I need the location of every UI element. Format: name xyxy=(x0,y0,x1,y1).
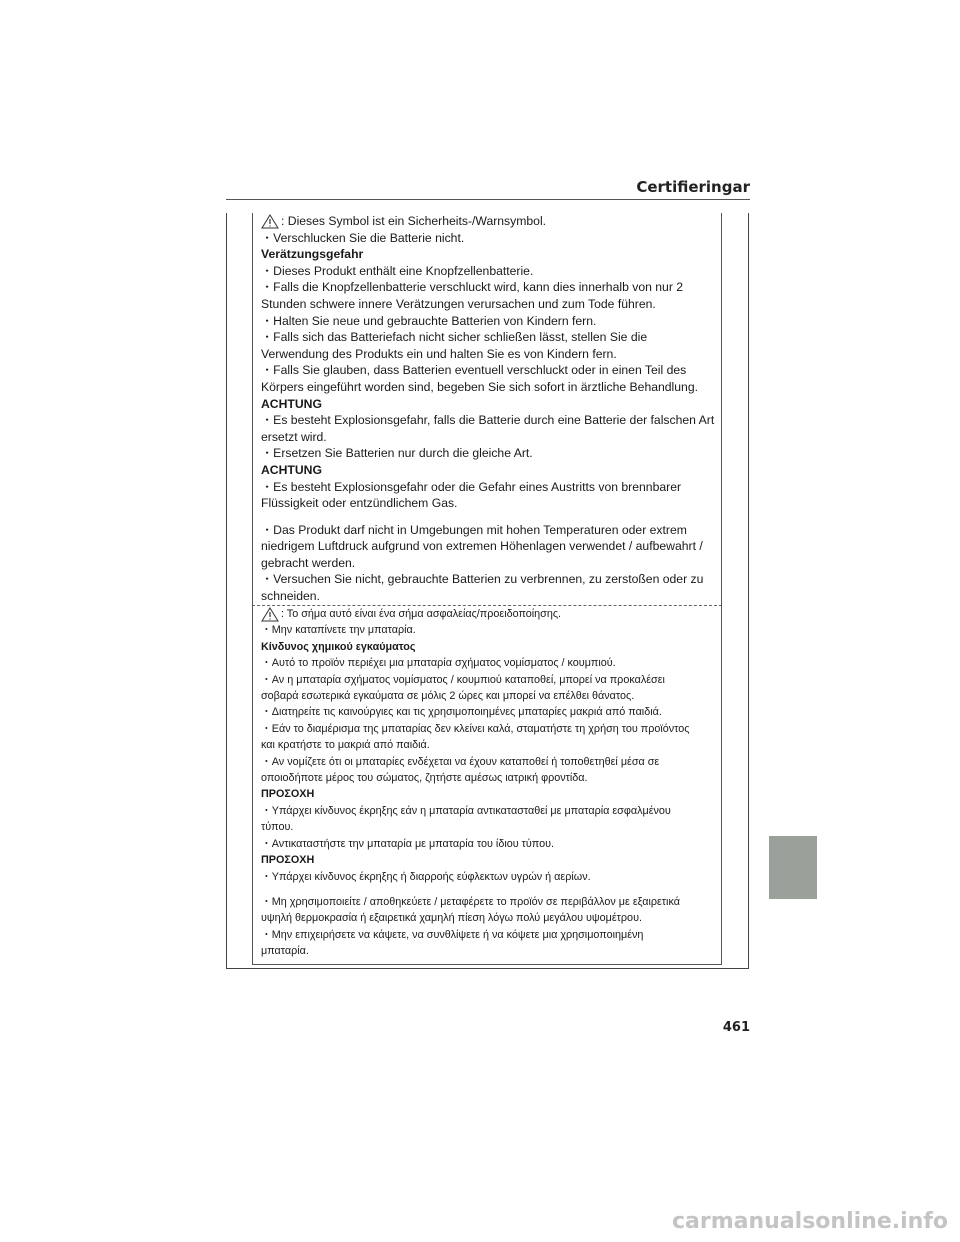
line-text: οποιοδήποτε μέρος του σώματος, ζητήστε αμέσως ιατρική φροντίδα. xyxy=(261,772,588,785)
greek-line xyxy=(261,754,721,770)
section-title: Certifieringar xyxy=(636,178,750,196)
german-line xyxy=(261,571,721,588)
line-text: ・Εάν το διαμέρισμα της μπαταρίας δεν κλείνει καλά, σταματήστε τη χρήση του προϊόντος xyxy=(261,722,690,735)
german-line xyxy=(261,313,721,330)
greek-warning-panel xyxy=(252,606,722,965)
line-text: ・Αυτό το προϊόν περιέχει μια μπαταρία σχήματος νομίσματος / κουμπιού. xyxy=(261,657,616,670)
line-text: ΠΡΟΣΟΧΗ xyxy=(261,788,315,801)
german-line xyxy=(261,379,721,396)
line-text: μπαταρία. xyxy=(261,945,309,958)
greek-line xyxy=(261,910,721,926)
german-line xyxy=(261,479,721,496)
greek-line xyxy=(261,869,721,885)
greek-line-heading xyxy=(261,639,721,655)
german-line xyxy=(261,213,721,230)
german-line xyxy=(261,495,721,512)
line-text: ・Αντικαταστήστε την μπαταρία με μπαταρία του ίδιου τύπου. xyxy=(261,837,555,850)
german-line xyxy=(261,279,721,296)
line-text: ・Dieses Produkt enthält eine Knopfzellenbatterie. xyxy=(261,263,534,278)
line-text: : Dieses Symbol ist ein Sicherheits-/Warnsymbol. xyxy=(281,214,547,228)
german-line xyxy=(261,522,721,539)
greek-line xyxy=(261,672,721,688)
line-text: ・Halten Sie neue und gebrauchte Batterien von Kindern fern. xyxy=(261,313,597,328)
german-line xyxy=(261,588,721,605)
line-text: ・Μη χρησιμοποιείτε / αποθηκεύετε / μεταφέρετε το προϊόν σε περιβάλλον με εξαιρετικά xyxy=(261,895,680,908)
greek-line xyxy=(261,819,721,835)
line-text: Flüssigkeit oder entzündlichem Gas. xyxy=(261,496,458,511)
line-text: schneiden. xyxy=(261,589,320,604)
german-line xyxy=(261,263,721,280)
line-text: ACHTUNG xyxy=(261,396,322,411)
line-text: niedrigem Luftdruck aufgrund von extremen Höhenlagen verwendet / aufbewahrt / xyxy=(261,539,703,554)
german-line xyxy=(261,555,721,572)
line-text: ・Falls Sie glauben, dass Batterien eventuell verschluckt oder in einen Teil des xyxy=(261,363,687,378)
line-text: gebracht werden. xyxy=(261,555,356,570)
paragraph-gap xyxy=(261,512,721,522)
greek-line-heading xyxy=(261,852,721,868)
greek-line xyxy=(261,737,721,753)
line-text: Stunden schwere innere Verätzungen verursachen und zum Tode führen. xyxy=(261,296,656,311)
warning-triangle-icon xyxy=(261,214,279,229)
line-text: υψηλή θερμοκρασία ή εξαιρετικά χαμηλή πίεση λόγω πολύ μεγάλου υψομέτρου. xyxy=(261,912,642,925)
line-text: σοβαρά εσωτερικά εγκαύματα σε μόλις 2 ώρες και μπορεί να επέλθει θάνατος. xyxy=(261,690,635,703)
german-line-heading xyxy=(261,396,721,413)
greek-line xyxy=(261,803,721,819)
german-line xyxy=(261,296,721,313)
line-text: : Το σήμα αυτό είναι ένα σήμα ασφαλείας/προειδοποίησης. xyxy=(281,608,562,620)
greek-line xyxy=(261,770,721,786)
greek-line xyxy=(261,655,721,671)
line-text: ・Διατηρείτε τις καινούργιες και τις χρησιμοποιημένες μπαταρίες μακριά από παιδιά. xyxy=(261,706,662,719)
greek-line xyxy=(261,943,721,959)
line-text: και κρατήστε το μακριά από παιδιά. xyxy=(261,739,430,752)
line-text: ・Μην επιχειρήσετε να κάψετε, να συνθλίψετε ή να κόψετε μια χρησιμοποιημένη xyxy=(261,928,644,941)
greek-line xyxy=(261,688,721,704)
line-text: ・Es besteht Explosionsgefahr, falls die Batterie durch eine Batterie der falschen Art xyxy=(261,413,715,428)
german-warning-panel xyxy=(252,213,722,606)
line-text: ・Ersetzen Sie Batterien nur durch die gleiche Art. xyxy=(261,446,533,461)
german-line-heading xyxy=(261,246,721,263)
line-text: Körpers eingeführt worden sind, begeben Sie sich sofort in ärztliche Behandlung. xyxy=(261,379,698,394)
line-text: ・Falls sich das Batteriefach nicht sicher schließen lässt, stellen Sie die xyxy=(261,330,648,345)
warning-triangle-icon xyxy=(261,607,279,622)
line-text: ・Μην καταπίνετε την μπαταρία. xyxy=(261,624,416,637)
line-text: Verwendung des Produkts ein und halten Sie es von Kindern fern. xyxy=(261,346,617,361)
line-text: Verätzungsgefahr xyxy=(261,247,364,262)
german-line xyxy=(261,230,721,247)
line-text: ・Αν νομίζετε ότι οι μπαταρίες ενδέχεται να έχουν καταποθεί ή τοποθετηθεί μέσα σε xyxy=(261,755,660,768)
german-line xyxy=(261,445,721,462)
line-text: ・Falls die Knopfzellenbatterie verschluckt wird, kann dies innerhalb von nur 2 xyxy=(261,280,684,295)
greek-line xyxy=(261,622,721,638)
german-line xyxy=(261,346,721,363)
greek-line xyxy=(261,721,721,737)
greek-line xyxy=(261,606,721,622)
greek-line xyxy=(261,927,721,943)
greek-line-heading xyxy=(261,786,721,802)
watermark: carmanualsonline.info xyxy=(672,1209,948,1234)
german-line xyxy=(261,412,721,429)
page-number: 461 xyxy=(722,1020,750,1035)
line-text: ACHTUNG xyxy=(261,462,322,477)
greek-line xyxy=(261,836,721,852)
line-text: τύπου. xyxy=(261,821,294,834)
line-text: Κίνδυνος χημικού εγκαύματος xyxy=(261,640,416,653)
line-text: ersetzt wird. xyxy=(261,429,327,444)
greek-line xyxy=(261,894,721,910)
greek-line xyxy=(261,704,721,720)
german-line xyxy=(261,362,721,379)
line-text: ・Das Produkt darf nicht in Umgebungen mit hohen Temperaturen oder extrem xyxy=(261,522,687,537)
line-text: ・Αν η μπαταρία σχήματος νομίσματος / κουμπιού καταποθεί, μπορεί να προκαλέσει xyxy=(261,673,665,686)
chapter-tab xyxy=(769,836,817,899)
line-text: ΠΡΟΣΟΧΗ xyxy=(261,854,315,867)
paragraph-gap xyxy=(261,885,721,894)
header-rule xyxy=(226,199,750,200)
german-line xyxy=(261,429,721,446)
line-text: ・Verschlucken Sie die Batterie nicht. xyxy=(261,230,465,245)
line-text: ・Es besteht Explosionsgefahr oder die Gefahr eines Austritts von brennbarer xyxy=(261,479,682,494)
line-text: ・Versuchen Sie nicht, gebrauchte Batterien zu verbrennen, zu zerstoßen oder zu xyxy=(261,572,704,587)
german-line-heading xyxy=(261,462,721,479)
line-text: ・Υπάρχει κίνδυνος έκρηξης εάν η μπαταρία αντικατασταθεί με μπαταρία εσφαλμένου xyxy=(261,804,671,817)
line-text: ・Υπάρχει κίνδυνος έκρηξης ή διαρροής εύφλεκτων υγρών ή αερίων. xyxy=(261,870,591,883)
german-line xyxy=(261,538,721,555)
german-line xyxy=(261,329,721,346)
